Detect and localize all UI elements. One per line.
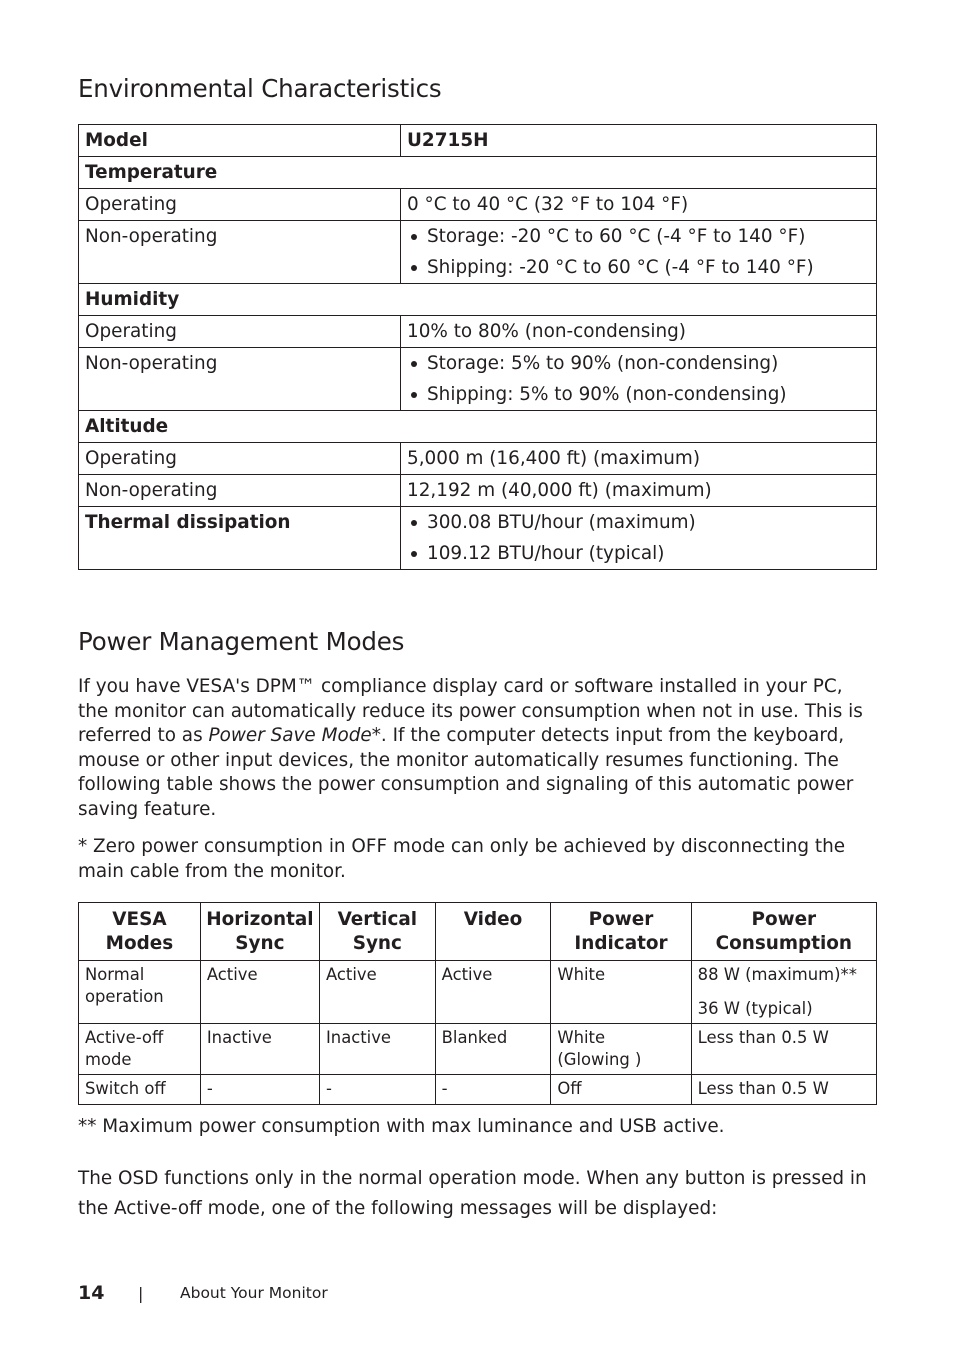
vsync-cell: - [319, 1075, 435, 1105]
table-row [79, 443, 877, 475]
model-label: Model [79, 125, 401, 157]
hsync-cell: - [200, 1075, 319, 1105]
mode-cell: Normal operation [79, 961, 201, 1024]
humidity-heading: Humidity [79, 284, 877, 316]
footer-separator: | [138, 1284, 144, 1303]
temperature-operating-label: Operating [79, 189, 401, 221]
column-header-power-consumption: Power Consumption [691, 903, 876, 961]
table-row [79, 348, 877, 411]
table-row [79, 961, 877, 1024]
page-number: 14 [78, 1282, 105, 1304]
column-header-horizontal-sync: Horizontal Sync [200, 903, 319, 961]
table-row [79, 189, 877, 221]
mode-cell: Switch off [79, 1075, 201, 1105]
indicator-cell: White [551, 961, 691, 1024]
altitude-nonoperating-label: Non-operating [79, 475, 401, 507]
table-row [79, 125, 877, 157]
consumption-cell: 88 W (maximum)** 36 W (typical) [691, 961, 876, 1024]
power-management-title: Power Management Modes [78, 627, 405, 656]
thermal-list [401, 507, 877, 570]
hsync-cell: Inactive [200, 1024, 319, 1075]
table-row [79, 316, 877, 348]
power-management-body [78, 675, 878, 822]
table-row [79, 475, 877, 507]
environmental-title: Environmental Characteristics [78, 74, 442, 103]
video-cell: - [435, 1075, 551, 1105]
table-row [79, 221, 877, 284]
hsync-cell: Active [200, 961, 319, 1024]
power-footnote: ** Maximum power consumption with max luminance and USB active. [78, 1116, 725, 1137]
column-header-vesa-modes: VESA Modes [79, 903, 201, 961]
vsync-cell: Inactive [319, 1024, 435, 1075]
table-header-row [79, 903, 877, 961]
body-text-pre: If you have VESA's DPM™ compliance display card or software installed in your PC, the monitor can automatically reduce its power consumption when not in use. This is referred to as [78, 676, 863, 746]
table-row [79, 507, 877, 570]
temperature-nonoperating-label: Non-operating [79, 221, 401, 284]
temperature-heading: Temperature [79, 157, 877, 189]
thermal-label: Thermal dissipation [79, 507, 401, 570]
list-item: Storage: 5% to 90% (non-condensing) [407, 348, 870, 379]
table-row [79, 1075, 877, 1105]
list-item: Shipping: -20 °C to 60 °C (-4 °F to 140 °F) [407, 252, 870, 283]
vsync-cell: Active [319, 961, 435, 1024]
humidity-nonoperating-label: Non-operating [79, 348, 401, 411]
list-item: 109.12 BTU/hour (typical) [407, 538, 870, 569]
table-row [79, 284, 877, 316]
footer-section-title: About Your Monitor [180, 1284, 328, 1302]
column-header-power-indicator: Power Indicator [551, 903, 691, 961]
temperature-operating-value: 0 °C to 40 °C (32 °F to 104 °F) [401, 189, 877, 221]
humidity-nonoperating-list [401, 348, 877, 411]
list-item: Shipping: 5% to 90% (non-condensing) [407, 379, 870, 410]
osd-paragraph: The OSD functions only in the normal operation mode. When any button is pressed in the Active-off mode, one of the following messages will be displayed: [78, 1168, 867, 1219]
consumption-cell: Less than 0.5 W [691, 1024, 876, 1075]
table-row [79, 411, 877, 443]
table-row [79, 1024, 877, 1075]
consumption-cell: Less than 0.5 W [691, 1075, 876, 1105]
table-row [79, 157, 877, 189]
video-cell: Blanked [435, 1024, 551, 1075]
body-text-emphasis: Power Save Mode [208, 725, 372, 746]
indicator-cell: Off [551, 1075, 691, 1105]
humidity-operating-label: Operating [79, 316, 401, 348]
power-management-note: * Zero power consumption in OFF mode can only be achieved by disconnecting the main cable from the monitor. [78, 836, 846, 882]
list-item: Storage: -20 °C to 60 °C (-4 °F to 140 °F) [407, 221, 870, 252]
column-header-video: Video [435, 903, 551, 961]
altitude-heading: Altitude [79, 411, 877, 443]
column-header-vertical-sync: Vertical Sync [319, 903, 435, 961]
altitude-operating-value: 5,000 m (16,400 ft) (maximum) [401, 443, 877, 475]
power-modes-table [78, 902, 877, 1105]
body-text-post: *. If the computer detects input from the keyboard, mouse or other input devices, the monitor automatically resumes functioning. The following table shows the power consumption and signaling of this automatic power saving feature. [78, 725, 854, 820]
indicator-cell: White (Glowing ) [551, 1024, 691, 1075]
altitude-nonoperating-value: 12,192 m (40,000 ft) (maximum) [401, 475, 877, 507]
model-value: U2715H [401, 125, 877, 157]
mode-cell: Active-off mode [79, 1024, 201, 1075]
video-cell: Active [435, 961, 551, 1024]
temperature-nonoperating-list [401, 221, 877, 284]
humidity-operating-value: 10% to 80% (non-condensing) [401, 316, 877, 348]
altitude-operating-label: Operating [79, 443, 401, 475]
environmental-table [78, 124, 877, 570]
list-item: 300.08 BTU/hour (maximum) [407, 507, 870, 538]
